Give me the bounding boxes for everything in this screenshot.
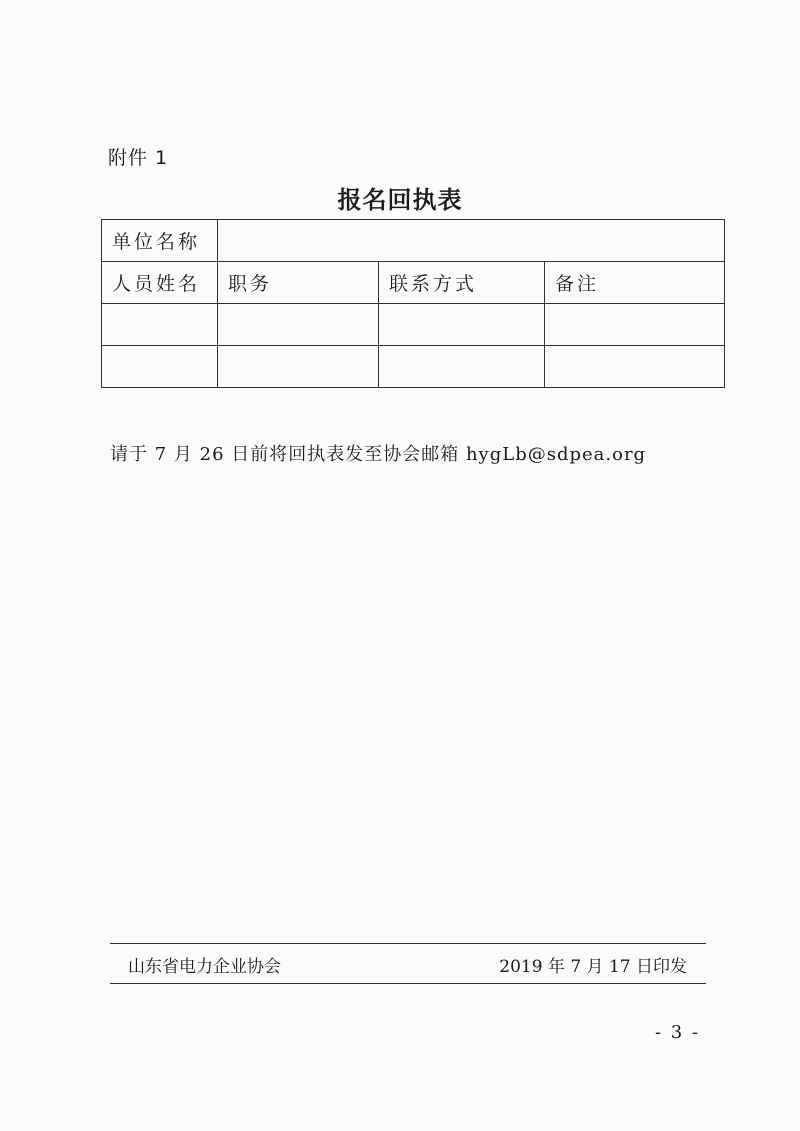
submission-instruction: 请于 7 月 26 日前将回执表发至协会邮箱 hygLb@sdpea.org (110, 444, 647, 465)
issue-date: 2019 年 7 月 17 日印发 (499, 957, 687, 977)
org-row (102, 220, 725, 262)
table-cell[interactable] (102, 346, 218, 388)
header-row (102, 262, 725, 304)
header-remarks: 备注 (545, 262, 725, 304)
header-contact: 联系方式 (379, 262, 545, 304)
registration-reply-table (101, 219, 725, 388)
attachment-label: 附件 1 (108, 147, 169, 169)
footer-bottom-divider (110, 983, 706, 984)
page-number: - 3 - (654, 1022, 700, 1043)
form-title: 报名回执表 (337, 185, 463, 214)
org-value-cell[interactable] (218, 220, 725, 262)
table-cell[interactable] (545, 304, 725, 346)
table-row (102, 304, 725, 346)
table-row (102, 346, 725, 388)
table-cell[interactable] (379, 304, 545, 346)
table-cell[interactable] (218, 304, 379, 346)
header-name: 人员姓名 (102, 262, 218, 304)
issuer-name: 山东省电力企业协会 (128, 957, 281, 977)
header-position: 职务 (218, 262, 379, 304)
table-cell[interactable] (379, 346, 545, 388)
table-cell[interactable] (545, 346, 725, 388)
table-cell[interactable] (218, 346, 379, 388)
footer-top-divider (110, 943, 706, 944)
table-cell[interactable] (102, 304, 218, 346)
org-label-cell: 单位名称 (102, 220, 218, 262)
